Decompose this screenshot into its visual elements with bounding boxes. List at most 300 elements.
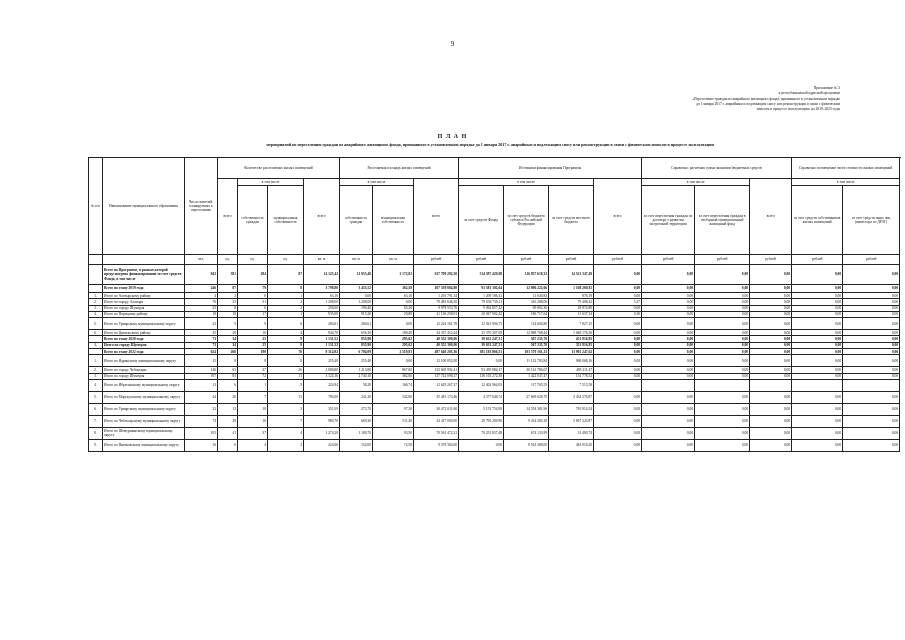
value-cell: 0,00 xyxy=(792,265,843,285)
value-cell: 83 xyxy=(218,373,238,379)
value-cell: 624 xyxy=(185,349,218,355)
header-area-total: всего xyxy=(304,179,340,255)
value-cell xyxy=(792,379,843,391)
value-cell: 0,00 xyxy=(792,367,843,373)
unit-cell: рублей xyxy=(549,255,594,265)
value-cell: 5 xyxy=(268,379,304,391)
value-cell: 0,00 xyxy=(373,355,414,367)
row-name-cell: Итого по Порецкому району xyxy=(103,311,185,317)
value-cell: 1 213,80 xyxy=(340,367,373,373)
value-cell: 497 640 205,36 xyxy=(414,349,459,355)
value-cell: 0,00 xyxy=(792,330,843,336)
value-cell: 0,00 xyxy=(695,355,750,367)
value-cell: 12 021 906,73 xyxy=(459,318,504,330)
value-cell: 0,00 xyxy=(695,293,750,299)
value-cell: 224,94 xyxy=(304,379,340,391)
value-cell: 0,00 xyxy=(642,293,695,299)
table-row xyxy=(89,355,900,367)
value-cell: 32 xyxy=(185,403,218,415)
unit-cell: рублей xyxy=(792,255,843,265)
value-cell: 0,00 xyxy=(843,305,900,311)
value-cell: 0,00 xyxy=(750,342,792,348)
value-cell: 0,00 xyxy=(594,367,642,373)
value-cell: 0,00 xyxy=(695,305,750,311)
value-cell: 23 xyxy=(185,318,218,330)
row-name-cell: Итого по городу Алатырь xyxy=(103,299,185,305)
value-cell: 514 397 429,08 xyxy=(459,265,504,285)
value-cell: 0,00 xyxy=(843,373,900,379)
value-cell: 17 xyxy=(238,311,268,317)
value-cell: 316 288,06 xyxy=(504,299,549,305)
value-cell: 0,00 xyxy=(642,330,695,336)
value-cell: 0,00 xyxy=(642,415,695,427)
value-cell: 4 xyxy=(268,330,304,336)
value-cell: 0,00 xyxy=(843,336,900,342)
value-cell: 656,30 xyxy=(340,330,373,336)
value-cell: 186 717,64 xyxy=(504,311,549,317)
value-cell: 190,40 xyxy=(340,305,373,311)
header-savings-total: всего xyxy=(594,179,642,255)
value-cell: 9 xyxy=(238,318,268,330)
value-cell: 8 xyxy=(218,305,238,311)
value-cell: 381 xyxy=(218,265,238,285)
value-cell: 105 xyxy=(185,427,218,439)
value-cell: 0,00 xyxy=(695,391,750,403)
value-cell: 0,00 xyxy=(843,293,900,299)
value-cell: 1 xyxy=(268,293,304,299)
header-area-group: Расселяемая площадь жилых помещений xyxy=(340,158,459,179)
unit-cell: рублей xyxy=(843,255,900,265)
header-incl: в том числе xyxy=(238,179,304,186)
header-savings-group: Справочно: расчетная сумма экономии бюджетных средств xyxy=(642,158,792,179)
value-cell: 980,70 xyxy=(304,415,340,427)
value-cell: 9 414 283,18 xyxy=(504,415,549,427)
value-cell: 14 125,42 xyxy=(304,265,340,285)
value-cell: 0,00 xyxy=(792,342,843,348)
value-cell: 0,00 xyxy=(792,311,843,317)
value-cell: 0,00 xyxy=(750,373,792,379)
value-cell: 15 xyxy=(185,355,218,367)
value-cell xyxy=(594,379,642,391)
value-cell: 351 816,85 xyxy=(549,342,594,348)
appendix-line: износом в процессе эксплуатации» на 2019–2025 годы xyxy=(756,107,840,112)
value-cell: 123 605 992,41 xyxy=(414,367,459,373)
value-cell: 4 xyxy=(185,293,218,299)
row-name-cell: Всего по этапу 2019 года xyxy=(103,285,185,293)
value-cell: 26 xyxy=(268,367,304,373)
value-cell: 284,61 xyxy=(340,318,373,330)
value-cell: 0,00 xyxy=(750,265,792,285)
unit-cell: рублей xyxy=(504,255,549,265)
value-cell: 27 669 028,79 xyxy=(504,391,549,403)
value-cell: 8 xyxy=(218,355,238,367)
value-cell: 542,80 xyxy=(373,391,414,403)
value-cell: 7 xyxy=(268,415,304,427)
value-cell: 0,00 xyxy=(642,391,695,403)
value-cell: 0,00 xyxy=(843,299,900,305)
value-cell: 12 xyxy=(218,403,238,415)
value-cell: 70 xyxy=(268,349,304,355)
value-cell: 0,00 xyxy=(843,318,900,330)
value-cell: 73 xyxy=(185,336,218,342)
value-cell: 0,00 xyxy=(843,367,900,373)
value-cell: 0,00 xyxy=(750,336,792,342)
value-cell: 154 778,52 xyxy=(549,373,594,379)
value-cell: 25 xyxy=(238,342,268,348)
value-cell: 6 794,09 xyxy=(340,349,373,355)
value-cell: 9 378 304,00 xyxy=(414,439,459,451)
header-sources-group: Источники финансирования Программы xyxy=(459,158,642,179)
value-cell: 0,00 xyxy=(750,415,792,427)
value-cell: 0,00 xyxy=(594,305,642,311)
value-cell: 16 xyxy=(238,415,268,427)
row-name-cell: Итого по Чебоксарскому муниципальному округу xyxy=(103,415,185,427)
value-cell: 20 947 902,42 xyxy=(459,311,504,317)
value-cell: 0 xyxy=(268,318,304,330)
value-cell: 0,00 xyxy=(792,427,843,439)
value-cell: 20 xyxy=(218,391,238,403)
appendix-line: «Переселение граждан из аварийного жилищного фонда, признанного в установленном порядке xyxy=(692,96,840,101)
row-number-cell: 1. xyxy=(89,342,103,348)
value-cell: 0,00 xyxy=(750,299,792,305)
value-cell: 0,00 xyxy=(642,403,695,415)
header-compensation-owners: за счет средств собственников жилых помещений xyxy=(792,186,843,255)
value-cell: 674 133,99 xyxy=(504,427,549,439)
value-cell: 0 xyxy=(238,293,268,299)
value-cell: 0,00 xyxy=(594,427,642,439)
row-name-cell: Всего по этапу 2020 года xyxy=(103,336,185,342)
value-cell: 25 xyxy=(238,336,268,342)
value-cell: 10 xyxy=(238,403,268,415)
value-cell: 87 xyxy=(268,265,304,285)
value-cell: 0,00 xyxy=(594,439,642,451)
value-cell: 0,00 xyxy=(750,318,792,330)
value-cell: 1 131,52 xyxy=(304,336,340,342)
value-cell: 0,00 xyxy=(750,285,792,293)
value-cell: 0,00 xyxy=(642,349,695,355)
value-cell: 0,00 xyxy=(843,265,900,285)
value-cell: 867,00 xyxy=(373,367,414,373)
value-cell: 0,00 xyxy=(792,336,843,342)
value-cell: 79 408,42 xyxy=(549,299,594,305)
value-cell: 0,00 xyxy=(750,305,792,311)
value-cell: 35 481 173,46 xyxy=(414,391,459,403)
value-cell: 3 798,80 xyxy=(304,285,340,293)
plan-table xyxy=(88,157,900,452)
value-cell: 6 xyxy=(218,379,238,391)
value-cell: 5 153 754,90 xyxy=(459,403,504,415)
value-cell: 0,00 xyxy=(594,285,642,293)
value-cell: 3 435,52 xyxy=(340,285,373,293)
value-cell: 76 xyxy=(185,299,218,305)
value-cell: 31 xyxy=(238,299,268,305)
value-cell: 114 604,80 xyxy=(504,318,549,330)
value-cell: 4 xyxy=(238,439,268,451)
value-cell: 0 xyxy=(268,355,304,367)
value-cell: 451 816,85 xyxy=(549,336,594,342)
value-cell: 12 224 161,78 xyxy=(414,318,459,330)
value-cell: 0,00 xyxy=(695,349,750,355)
header-rooms-own: собственность граждан xyxy=(238,186,268,255)
value-cell: 0,00 xyxy=(695,403,750,415)
row-number-cell: 5. xyxy=(89,391,103,403)
plan-subtitle: мероприятий по переселению граждан из аварийного жилищного фонда, признанного в установленном порядке до 1 января 2017 г. аварийным и подлежащим сносу или реконструкции в связи с физическим износом в процессе эксплуатации xyxy=(266,142,714,147)
row-number-cell xyxy=(89,285,103,293)
value-cell: 1 xyxy=(238,379,268,391)
value-cell: 1 274,20 xyxy=(304,427,340,439)
value-cell: 7 827,15 xyxy=(549,318,594,330)
value-cell: 0,00 xyxy=(594,391,642,403)
value-cell: 968 068,16 xyxy=(549,355,594,367)
value-cell: 0,00 xyxy=(792,293,843,299)
value-cell: 246 xyxy=(185,285,218,293)
value-cell: 0,00 xyxy=(750,367,792,373)
row-name-cell: Итого по городу Чебоксары xyxy=(103,367,185,373)
value-cell: 0,00 xyxy=(750,391,792,403)
value-cell: 1 209 186,33 xyxy=(459,293,504,299)
value-cell: 9 xyxy=(268,336,304,342)
row-name-cell: Итого по Ядринскому муниципальному округу xyxy=(103,355,185,367)
value-cell: 93 581 302,64 xyxy=(459,285,504,293)
value-cell: 9 xyxy=(218,318,238,330)
row-number-cell: 2. xyxy=(89,299,103,305)
units-cell xyxy=(89,255,103,265)
value-cell: 763 914,54 xyxy=(549,403,594,415)
table-row xyxy=(89,439,900,451)
value-cell: 0,00 xyxy=(843,342,900,348)
value-cell: 463 916,20 xyxy=(549,439,594,451)
row-number-cell: 1. xyxy=(89,293,103,299)
header-incl: в том числе xyxy=(340,179,414,186)
value-cell: 25 xyxy=(185,305,218,311)
row-number-cell: 9. xyxy=(89,439,103,451)
value-cell: 63,10 xyxy=(373,293,414,299)
value-cell: 0,00 xyxy=(695,336,750,342)
row-name-cell: Всего по этапу 2022 года xyxy=(103,349,185,355)
value-cell: 0,00 xyxy=(792,391,843,403)
header-rooms-group: Количество расселяемых жилых помещений xyxy=(218,158,340,179)
header-incl: в том числе xyxy=(642,179,750,186)
value-cell: 0,00 xyxy=(642,367,695,373)
value-cell: 567 235,70 xyxy=(504,342,549,348)
unit-cell: рублей xyxy=(750,255,792,265)
value-cell: 2 xyxy=(268,299,304,305)
value-cell: 9 xyxy=(268,342,304,348)
value-cell: 0,00 xyxy=(594,415,642,427)
value-cell: 107 359 884,80 xyxy=(414,285,459,293)
value-cell: 0,00 xyxy=(750,330,792,336)
table-row xyxy=(89,427,900,439)
value-cell: 0,00 xyxy=(642,427,695,439)
value-cell: 835,90 xyxy=(340,342,373,348)
value-cell: 241,20 xyxy=(340,391,373,403)
value-cell: 3 xyxy=(218,293,238,299)
value-cell: 2 xyxy=(268,439,304,451)
value-cell: 0,00 xyxy=(792,373,843,379)
value-cell: 0,00 xyxy=(792,318,843,330)
appendix-line: к республиканской адресной программе xyxy=(778,91,840,96)
value-cell: 44 xyxy=(185,391,218,403)
row-name-cell: Итого по Янтиковскому муниципальному округу xyxy=(103,439,185,451)
value-cell: 381 183 866,51 xyxy=(459,349,504,355)
row-number-cell: 5. xyxy=(89,318,103,330)
value-cell: 0,00 xyxy=(792,439,843,451)
value-cell: 0,00 xyxy=(695,342,750,348)
unit-cell: ед. xyxy=(268,255,304,265)
value-cell: 40 552 300,06 xyxy=(414,342,459,348)
value-cell: 294 xyxy=(238,265,268,285)
value-cell: 87 xyxy=(218,285,238,293)
value-cell: 16 xyxy=(238,330,268,336)
value-cell: 835,90 xyxy=(340,336,373,342)
value-cell: 0,00 xyxy=(792,403,843,415)
value-cell: 5,37 xyxy=(594,299,642,305)
value-cell: 166,74 xyxy=(373,379,414,391)
header-incl: в том числе xyxy=(792,179,900,186)
value-cell: 0,00 xyxy=(594,373,642,379)
value-cell: 2 740,10 xyxy=(340,373,373,379)
value-cell: 79 481 646,50 xyxy=(414,299,459,305)
row-name-cell: Итого по Шемуршинскому муниципальному округу xyxy=(103,427,185,439)
value-cell: 0,00 xyxy=(642,311,695,317)
value-cell: 4 377 646,74 xyxy=(459,391,504,403)
value-cell: 93,50 xyxy=(373,427,414,439)
value-cell: 0,00 xyxy=(695,318,750,330)
value-cell: 382,06 xyxy=(373,373,414,379)
value-cell: 0,00 xyxy=(642,342,695,348)
value-cell: 93 459 984,17 xyxy=(459,367,504,373)
value-cell: 188,40 xyxy=(373,330,414,336)
value-cell xyxy=(843,379,900,391)
value-cell: 103 570 161,23 xyxy=(504,349,549,355)
value-cell xyxy=(750,379,792,391)
value-cell: 34 417 000,00 xyxy=(414,415,459,427)
value-cell: 152,00 xyxy=(340,439,373,451)
row-name-cell: Итого по городу Шумерля xyxy=(103,373,185,379)
units-row xyxy=(89,255,900,265)
value-cell: 13 xyxy=(268,391,304,403)
value-cell: 0,00 xyxy=(843,403,900,415)
row-name-cell: Итого по Урмарскому муниципальному округу xyxy=(103,318,185,330)
header-savings-free-fund: за счет переселения граждан в свободный муниципальный жилищный фонд xyxy=(695,186,750,255)
value-cell: 14 554 381,96 xyxy=(504,403,549,415)
value-cell: 11 132 783,84 xyxy=(504,355,549,367)
value-cell: 0,00 xyxy=(750,355,792,367)
value-cell: 79 xyxy=(238,285,268,293)
value-cell: 6 xyxy=(238,305,268,311)
table-row xyxy=(89,318,900,330)
value-cell: 0,00 xyxy=(642,318,695,330)
value-cell: 0,00 xyxy=(695,311,750,317)
value-cell: 79 036 730,11 xyxy=(459,299,504,305)
value-cell: 256,00 xyxy=(304,305,340,311)
value-cell: 117 765,53 xyxy=(504,379,549,391)
row-number-cell: 4. xyxy=(89,311,103,317)
row-number-cell: 2. xyxy=(89,367,103,373)
value-cell: 1 168 260,81 xyxy=(549,285,594,293)
value-cell: 58,20 xyxy=(340,379,373,391)
unit-cell: ед. xyxy=(218,255,238,265)
value-cell: 72 xyxy=(238,373,268,379)
value-cell: 0,00 xyxy=(750,403,792,415)
value-cell: 295,62 xyxy=(373,342,414,348)
value-cell: 1 xyxy=(268,311,304,317)
value-cell: 224,06 xyxy=(304,439,340,451)
value-cell: 0,00 xyxy=(642,265,695,285)
row-number-cell: 1. xyxy=(89,355,103,367)
value-cell: 2 519,83 xyxy=(373,349,414,355)
header-residents: Число жителей, планируемых к переселению xyxy=(185,158,218,255)
value-cell: 2 xyxy=(268,305,304,311)
value-cell: 0,00 xyxy=(594,349,642,355)
value-cell: 8 xyxy=(268,285,304,293)
value-cell: 9 064 857,22 xyxy=(459,305,504,311)
value-cell: 0,00 xyxy=(642,285,695,293)
value-cell: 295,62 xyxy=(373,336,414,342)
appendix-line: до 1 января 2017 г. аварийным и подлежащим сносу или реконструкции в связи с физическим xyxy=(696,101,840,106)
table-row xyxy=(89,403,900,415)
value-cell: 0,00 xyxy=(792,415,843,427)
value-cell: 4 xyxy=(268,427,304,439)
value-cell: 16 xyxy=(185,439,218,451)
value-cell: 0,00 xyxy=(843,311,900,317)
value-cell: 1 208,00 xyxy=(304,299,340,305)
value-cell: 70 251 857,48 xyxy=(459,427,504,439)
value-cell: 41 xyxy=(218,427,238,439)
value-cell: 0,00 xyxy=(750,427,792,439)
value-cell: 0,00 xyxy=(642,299,695,305)
value-cell: 0,00 xyxy=(695,265,750,285)
value-cell xyxy=(642,379,695,391)
value-cell: 190 xyxy=(238,349,268,355)
value-cell: 11 xyxy=(268,373,304,379)
value-cell: 0,00 xyxy=(792,305,843,311)
header-compensation-total: всего xyxy=(750,179,792,255)
value-cell: 39 632 247,51 xyxy=(459,336,504,342)
value-cell: 0,00 xyxy=(642,336,695,342)
value-cell: 73 xyxy=(185,342,218,348)
row-number-cell: 6. xyxy=(89,403,103,415)
unit-cell: ед. xyxy=(238,255,268,265)
row-number-cell xyxy=(89,265,103,285)
value-cell: 844,70 xyxy=(304,330,340,336)
header-name: Наименование муниципального образования xyxy=(103,158,185,255)
value-cell: 23 370 307,69 xyxy=(459,330,504,336)
table-row xyxy=(89,285,900,293)
value-cell: 0,00 xyxy=(792,349,843,355)
value-cell: 0,00 xyxy=(594,318,642,330)
unit-cell: кв. м xyxy=(340,255,373,265)
value-cell: 65,20 xyxy=(373,305,414,311)
row-number-cell: 7. xyxy=(89,415,103,427)
header-incl: в том числе xyxy=(459,179,594,186)
value-cell: 0,00 xyxy=(695,330,750,336)
value-cell: 12 629 267,37 xyxy=(414,379,459,391)
value-cell: 0,00 xyxy=(750,311,792,317)
header-fund: за счет средств Фонда xyxy=(459,186,504,255)
value-cell: 0,00 xyxy=(594,265,642,285)
value-cell: 0,00 xyxy=(843,427,900,439)
plan-title: П Л А Н xyxy=(437,134,468,140)
value-cell: 0,00 xyxy=(843,439,900,451)
table-row xyxy=(89,415,900,427)
value-cell: 20,80 xyxy=(373,311,414,317)
value-cell: 7 xyxy=(238,391,268,403)
value-cell: 0,00 xyxy=(642,373,695,379)
value-cell: 0,00 xyxy=(695,299,750,305)
value-cell: 34 xyxy=(218,342,238,348)
header-rooms-total: всего xyxy=(218,179,238,255)
